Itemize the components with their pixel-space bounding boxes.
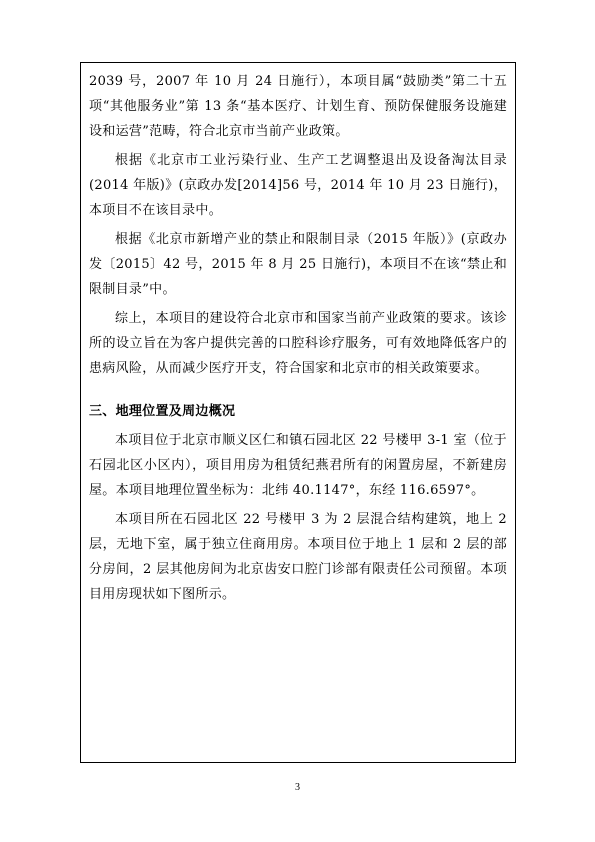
section-heading-location: 三、地理位置及周边概况 (89, 404, 236, 419)
document-frame (80, 62, 516, 763)
paragraph-industrial-catalog: 根据《北京市工业污染行业、生产工艺调整退出及设备淘汰目录(2014 年版)》(京政办发[2014]56 号，2014 年 10 月 23 日施行)，本项目不在该目录中。 (89, 153, 507, 218)
paragraph-new-industry-catalog: 根据《北京市新增产业的禁止和限制目录（2015 年版）》(京政办发〔2015〕42 号，2015 年 8 月 25 日施行)，本项目不在该“禁止和限制目录”中。 (89, 232, 507, 297)
page-number: 3 (295, 782, 300, 793)
paragraph-policy-summary: 综上，本项目的建设符合北京市和国家当前产业政策的要求。该诊所的设立旨在为客户提供完善的口腔科诊疗服务，可有效地降低客户的患病风险，从而减少医疗开支，符合国家和北京市的相关政策要求。 (89, 311, 507, 376)
paragraph-building: 本项目所在石园北区 22 号楼甲 3 为 2 层混合结构建筑，地上 2 层，无地下室，属于独立住商用房。本项目位于地上 1 层和 2 层的部分房间，2 层其他房间为北京齿安口腔门诊部有限责任公司预留。本项目用房现状如下图所示。 (89, 512, 507, 602)
paragraph-location: 本项目位于北京市顺义区仁和镇石园北区 22 号楼甲 3-1 室（位于石园北区小区内），项目用房为租赁纪燕君所有的闲置房屋，不新建房屋。本项目地理位置坐标为：北纬 40.1147°，东经 116.6597°。 (89, 433, 507, 498)
paragraph-policy-continuation: 2039 号，2007 年 10 月 24 日施行），本项目属“鼓励类”第二十五项“其他服务业”第 13 条“基本医疗、计划生育、预防保健服务设施建设和运营”范畴，符合北京市当前产业政策。 (89, 74, 507, 139)
document-content (89, 69, 507, 611)
